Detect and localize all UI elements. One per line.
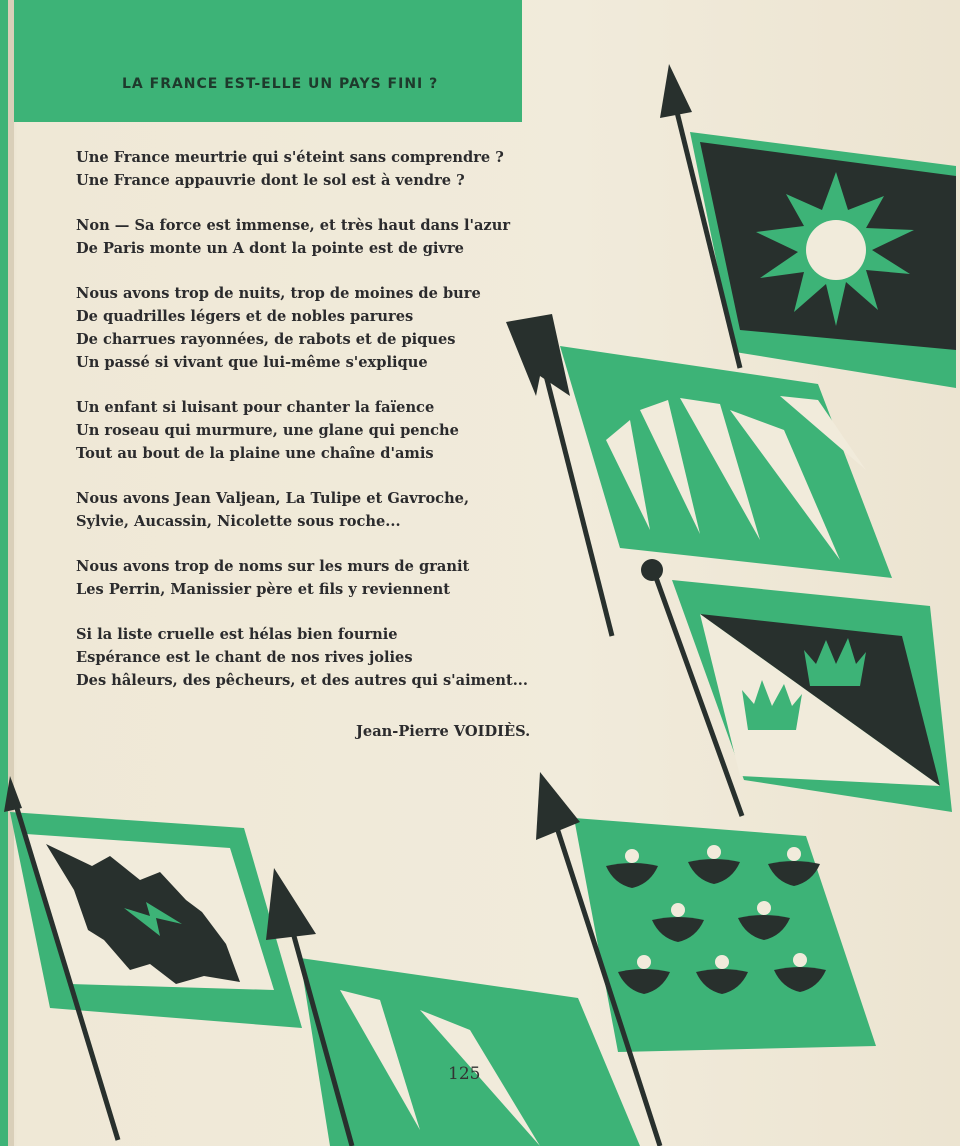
- poem-line: Nous avons Jean Valjean, La Tulipe et Gavroche,: [76, 490, 470, 507]
- poem-body: [76, 146, 596, 714]
- poem-line: Les Perrin, Manissier père et fils y reviennent: [76, 581, 451, 598]
- poem-line: Un enfant si luisant pour chanter la faïence: [76, 399, 435, 416]
- poem-line: De charrues rayonnées, de rabots et de piques: [76, 331, 456, 348]
- poem-line: Tout au bout de la plaine une chaîne d'amis: [76, 445, 434, 462]
- stanza: [76, 146, 596, 192]
- poem-line: De quadrilles légers et de nobles parures: [76, 308, 414, 325]
- poem-line: Si la liste cruelle est hélas bien fournie: [76, 626, 398, 643]
- flag-crowns: [641, 559, 952, 816]
- poem-line: Espérance est le chant de nos rives jolies: [76, 649, 413, 666]
- page-number: 125: [448, 1064, 481, 1084]
- stanza: [76, 487, 596, 533]
- poem-line: Non — Sa force est immense, et très haut dans l'azur: [76, 217, 511, 234]
- stanza: [76, 214, 596, 260]
- poem-line: De Paris monte un A dont la pointe est de givre: [76, 240, 464, 257]
- poem-line: Un roseau qui murmure, une glane qui penche: [76, 422, 459, 439]
- stanza: [76, 396, 596, 465]
- poem-line: Nous avons trop de nuits, trop de moines de bure: [76, 285, 481, 302]
- stanza: [76, 555, 596, 601]
- poem-line: Nous avons trop de noms sur les murs de granit: [76, 558, 470, 575]
- poem-title: LA FRANCE EST-ELLE UN PAYS FINI ?: [122, 76, 439, 92]
- flag-sun: [660, 64, 956, 388]
- flag-lightning: [4, 776, 302, 1140]
- poem-line: Sylvie, Aucassin, Nicolette sous roche...: [76, 513, 401, 530]
- poem-line: Des hâleurs, des pêcheurs, et des autres qui s'aiment...: [76, 672, 528, 689]
- stanza: [76, 282, 596, 374]
- spearhead-icon: [266, 868, 316, 940]
- spearhead-icon: [536, 772, 580, 840]
- author-signature: Jean-Pierre VOIDIÈS.: [356, 723, 531, 740]
- spearhead-icon: [660, 64, 692, 118]
- stanza: [76, 623, 596, 692]
- spearhead-icon: [4, 776, 22, 812]
- title-band: [14, 0, 522, 122]
- poem-line: Une France meurtrie qui s'éteint sans comprendre ?: [76, 149, 504, 166]
- poem-line: Une France appauvrie dont le sol est à vendre ?: [76, 172, 465, 189]
- poem-line: Un passé si vivant que lui-même s'explique: [76, 354, 428, 371]
